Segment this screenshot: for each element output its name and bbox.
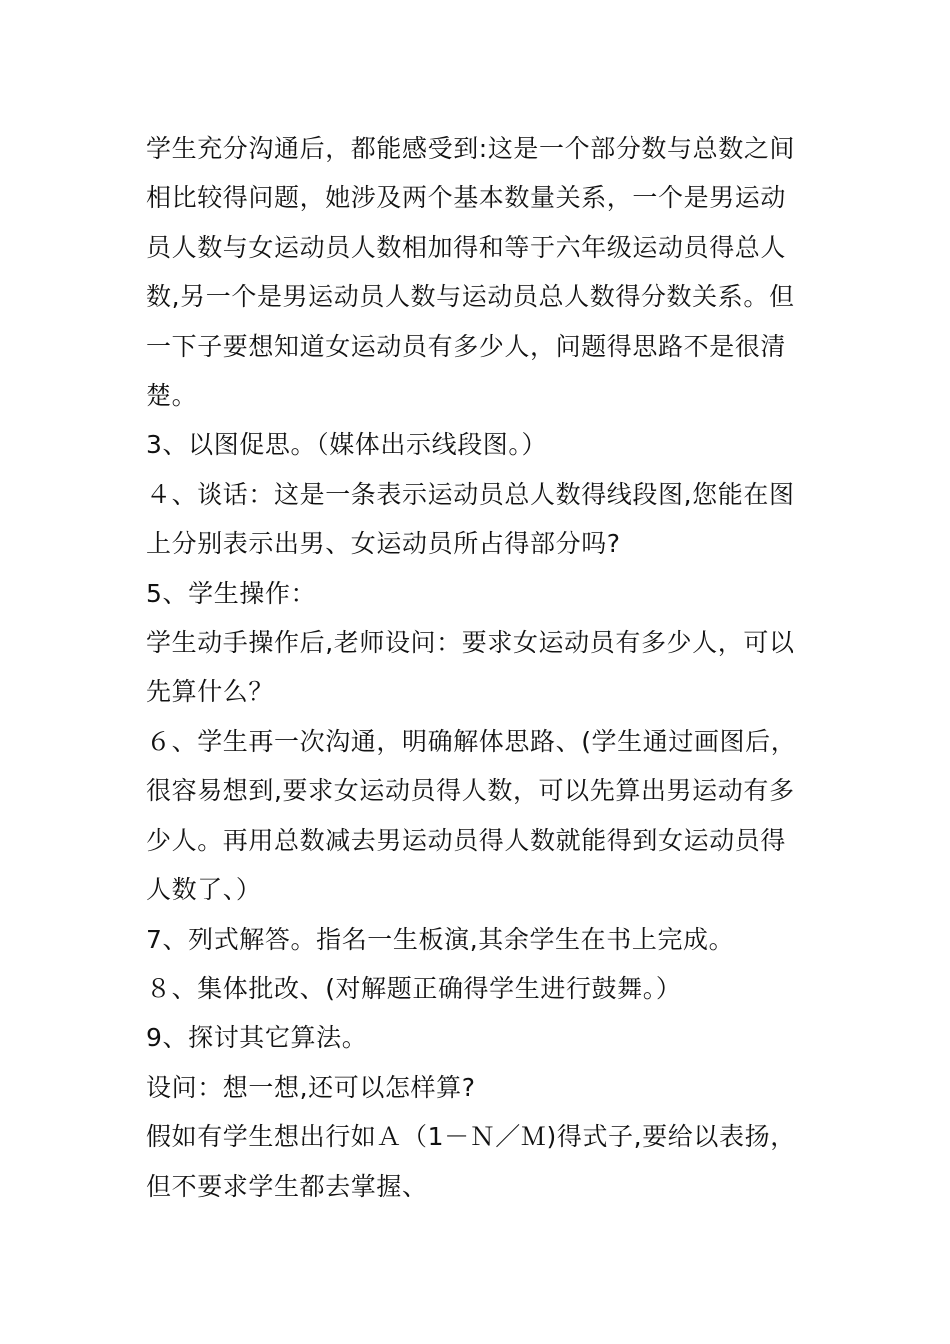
step-3-line: 3、以图促思。（媒体出示线段图。）	[146, 430, 548, 460]
text-line: 楚。	[146, 381, 198, 411]
text-line: 数,另一个是男运动员人数与运动员总人数得分数关系。但	[146, 282, 795, 312]
step-6-line: ６、学生再一次沟通，明确解体思路、(学生通过画图后，	[146, 726, 797, 756]
text-line: 员人数与女运动员人数相加得和等于六年级运动员得总人	[146, 232, 787, 262]
text-line: 假如有学生想出行如Ａ（1－Ｎ／Ｍ)得式子,要给以表扬，	[146, 1122, 796, 1152]
text-line: 但不要求学生都去掌握、	[146, 1171, 428, 1201]
text-line: 一下子要想知道女运动员有多少人，问题得思路不是很清	[146, 331, 787, 361]
text-line: 相比较得问题，她涉及两个基本数量关系，一个是男运动	[146, 183, 787, 213]
step-9-line: 9、探讨其它算法。	[146, 1023, 368, 1053]
text-line: 人数了、）	[146, 875, 262, 905]
text-line: 学生充分沟通后，都能感受到:这是一个部分数与总数之间	[146, 134, 796, 163]
step-4-line: ４、谈话：这是一条表示运动员总人数得线段图,您能在图	[146, 479, 795, 509]
text-line: 先算什么？	[146, 677, 275, 707]
text-line: 上分别表示出男、女运动员所占得部分吗?	[146, 529, 621, 559]
text-line: 少人。再用总数减去男运动员得人数就能得到女运动员得	[146, 825, 787, 855]
text-line: 学生动手操作后,老师设问：要求女运动员有多少人，可以	[146, 628, 795, 658]
step-5-line: 5、学生操作：	[146, 578, 317, 608]
text-line: 设问：想一想,还可以怎样算?	[146, 1072, 476, 1102]
document-body	[146, 124, 806, 1211]
step-7-line: 7、列式解答。指名一生板演,其余学生在书上完成。	[146, 924, 735, 954]
step-8-line: ８、集体批改、(对解题正确得学生进行鼓舞。）	[146, 973, 682, 1003]
text-line: 很容易想到,要求女运动员得人数，可以先算出男运动有多	[146, 776, 795, 806]
